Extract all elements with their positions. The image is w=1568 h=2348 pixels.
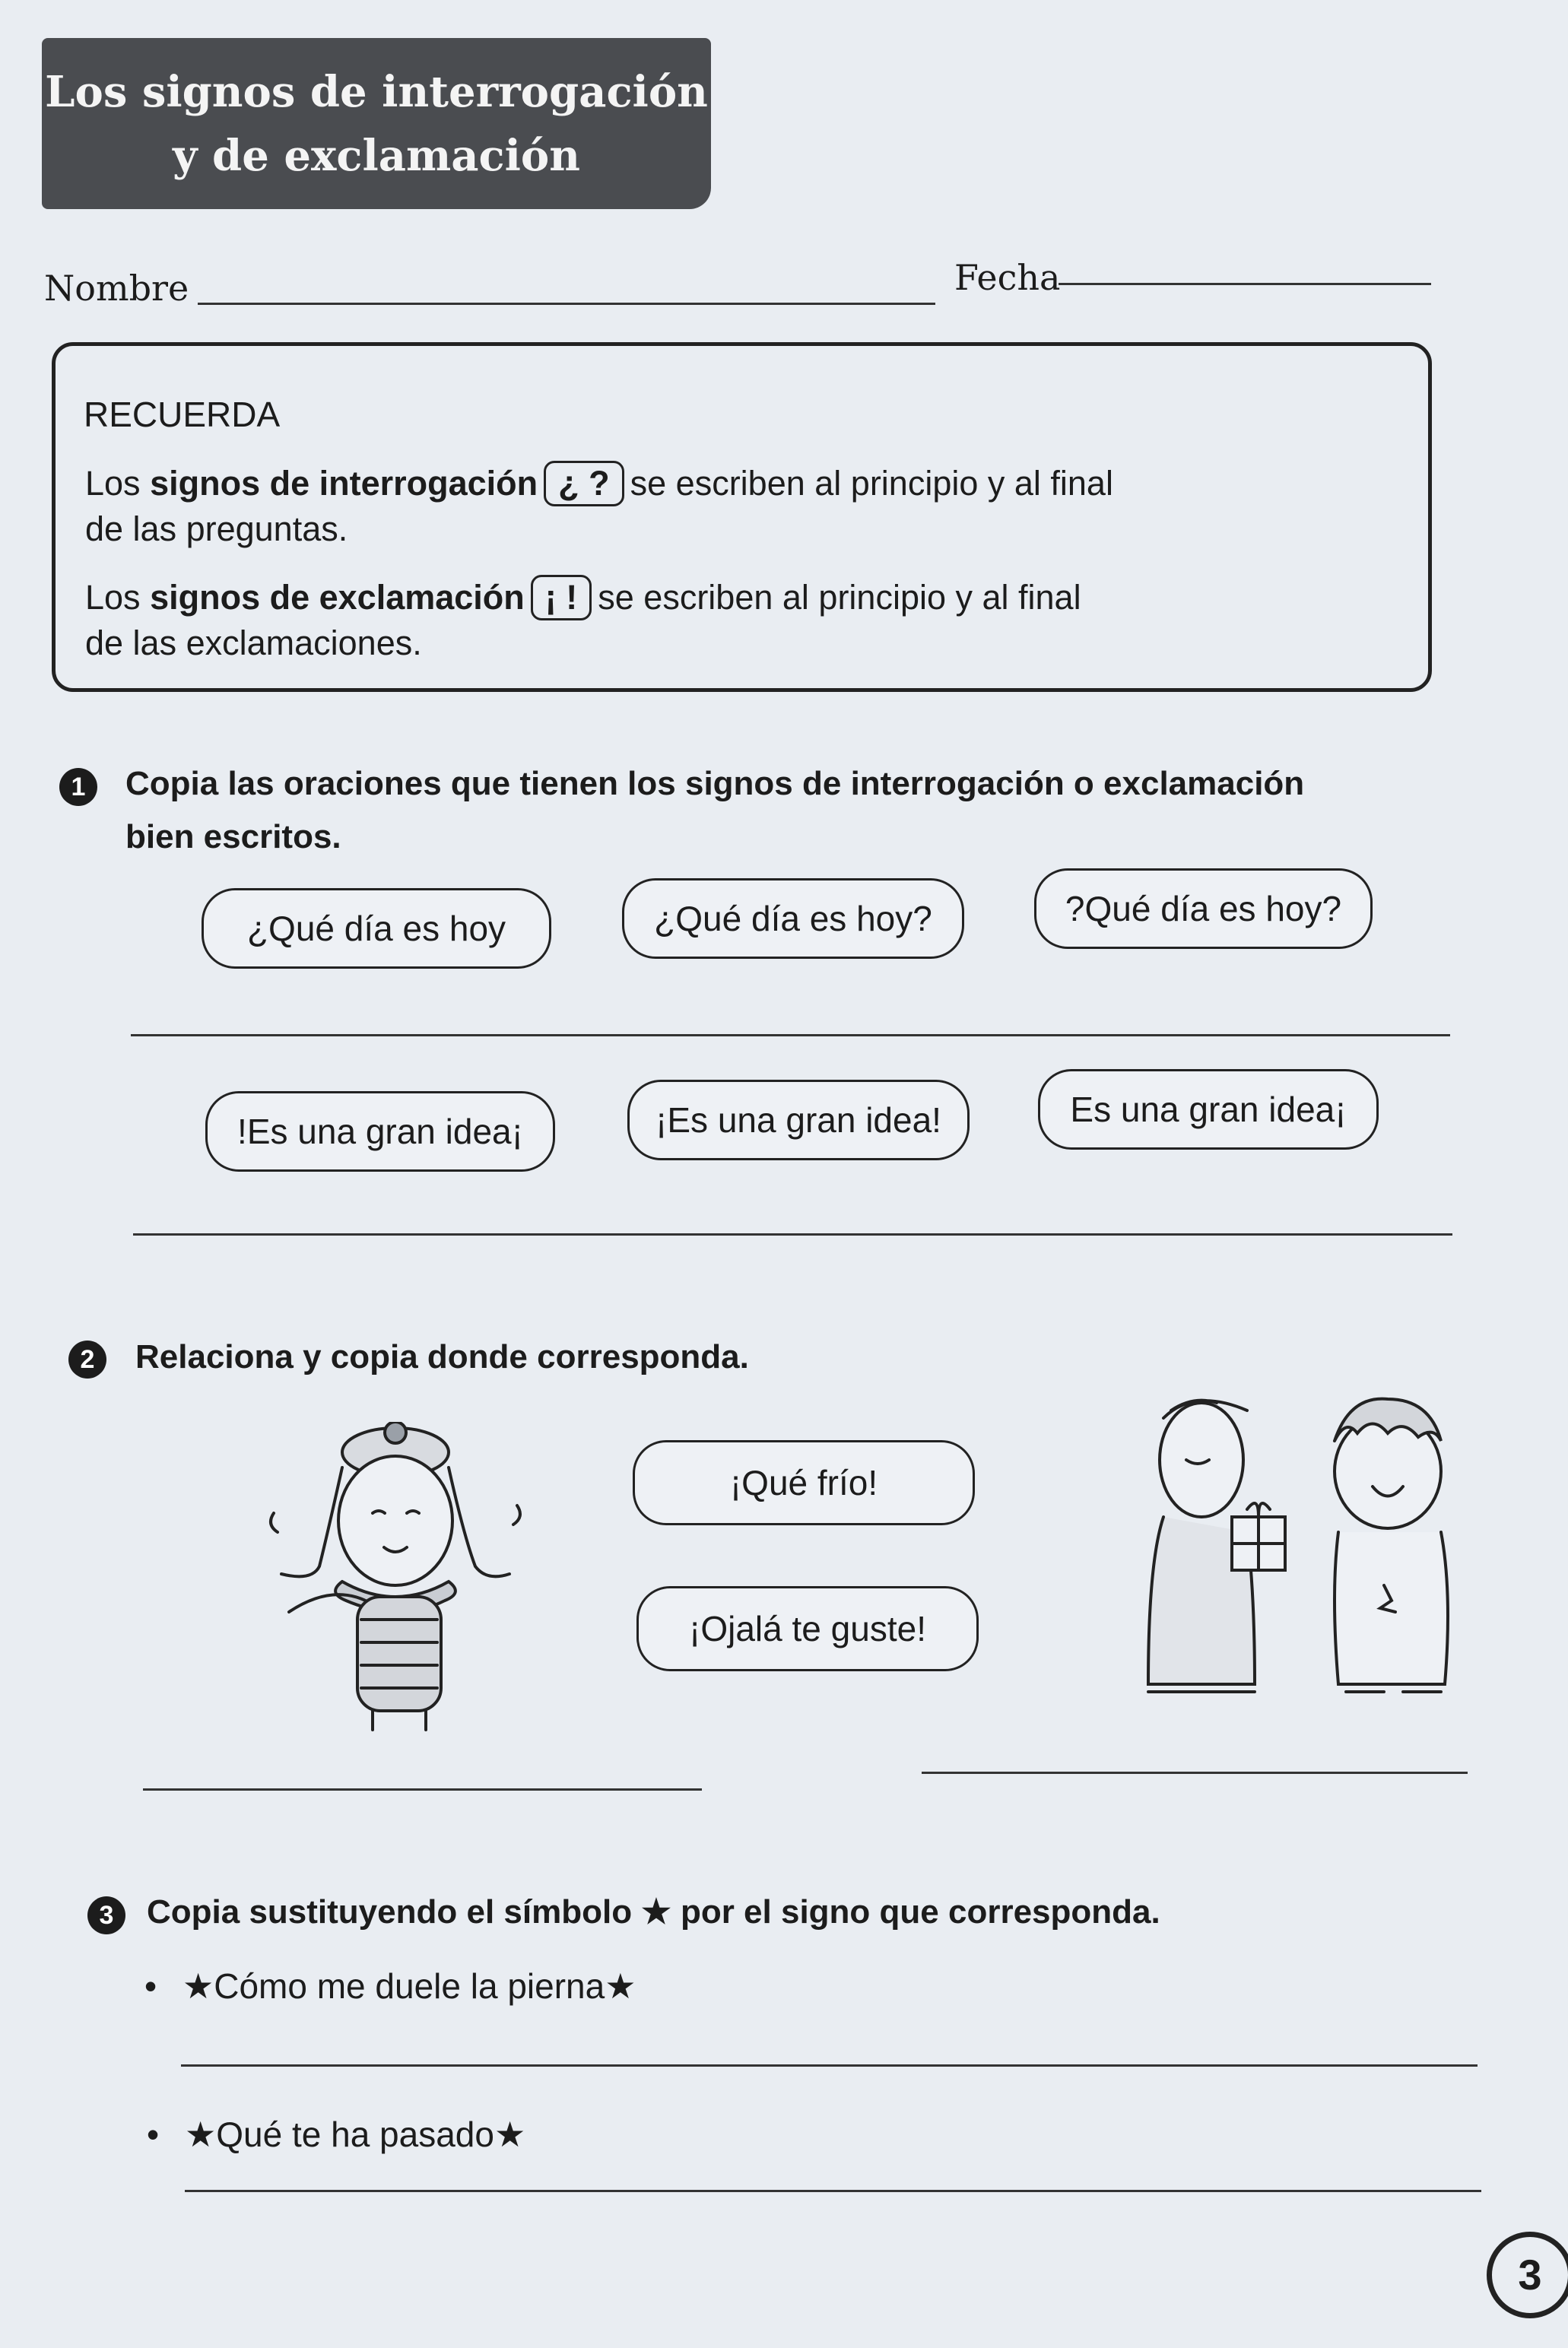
name-label: Nombre	[44, 268, 189, 309]
exercise-2-title: Relaciona y copia donde corresponda.	[135, 1338, 749, 1375]
answer-line[interactable]	[181, 2064, 1478, 2067]
answer-line[interactable]	[133, 1233, 1452, 1236]
recuerda-title: RECUERDA	[84, 395, 281, 434]
worksheet-title	[42, 38, 711, 209]
answer-line[interactable]	[131, 1034, 1450, 1036]
sentence-option[interactable]: Es una gran idea¡	[1038, 1069, 1379, 1150]
interrogation-signs: ¿ ?	[544, 461, 624, 506]
name-field[interactable]	[198, 303, 935, 305]
exercise-1-number: 1	[59, 768, 97, 806]
title-line-2: y de exclamación	[173, 130, 580, 181]
exercise-3-number: 3	[87, 1896, 125, 1934]
recuerda-exclamation-rule: Los signos de exclamación ¡ ! se escriben al principio y al final de las exclamaciones.	[85, 575, 1081, 666]
page-number: 3	[1487, 2232, 1568, 2318]
gift-illustration	[1141, 1388, 1475, 1707]
date-field[interactable]	[1059, 283, 1431, 285]
sentence-option[interactable]: ?Qué día es hoy?	[1034, 868, 1373, 949]
exclamation-option[interactable]: ¡Ojalá te guste!	[636, 1586, 979, 1671]
exercise-3-title: Copia sustituyendo el símbolo ★ por el signo que corresponda.	[147, 1893, 1160, 1931]
title-line-1: Los signos de interrogación	[45, 66, 708, 117]
exercise-3-item: • ★Cómo me duele la pierna★	[183, 1966, 636, 2007]
exercise-2-number: 2	[68, 1341, 106, 1379]
exercise-1-title: Copia las oraciones que tienen los signos de interrogación o exclamación bien escritos.	[125, 765, 1305, 855]
sentence-option[interactable]: ¿Qué día es hoy	[202, 888, 551, 969]
answer-line[interactable]	[922, 1772, 1468, 1774]
cold-girl-illustration	[259, 1422, 532, 1734]
exclamation-signs: ¡ !	[531, 575, 592, 620]
sentence-option[interactable]: ¿Qué día es hoy?	[622, 878, 964, 959]
date-label: Fecha	[954, 257, 1061, 298]
exercise-3-item: • ★Qué te ha pasado★	[185, 2114, 525, 2155]
exclamation-option[interactable]: ¡Qué frío!	[633, 1440, 975, 1525]
sentence-option[interactable]: ¡Es una gran idea!	[627, 1080, 970, 1160]
answer-line[interactable]	[185, 2190, 1481, 2192]
answer-line[interactable]	[143, 1788, 702, 1791]
sentence-option[interactable]: !Es una gran idea¡	[205, 1091, 555, 1172]
recuerda-interrogation-rule: Los signos de interrogación ¿ ? se escriben al principio y al final de las preguntas.	[85, 461, 1113, 552]
